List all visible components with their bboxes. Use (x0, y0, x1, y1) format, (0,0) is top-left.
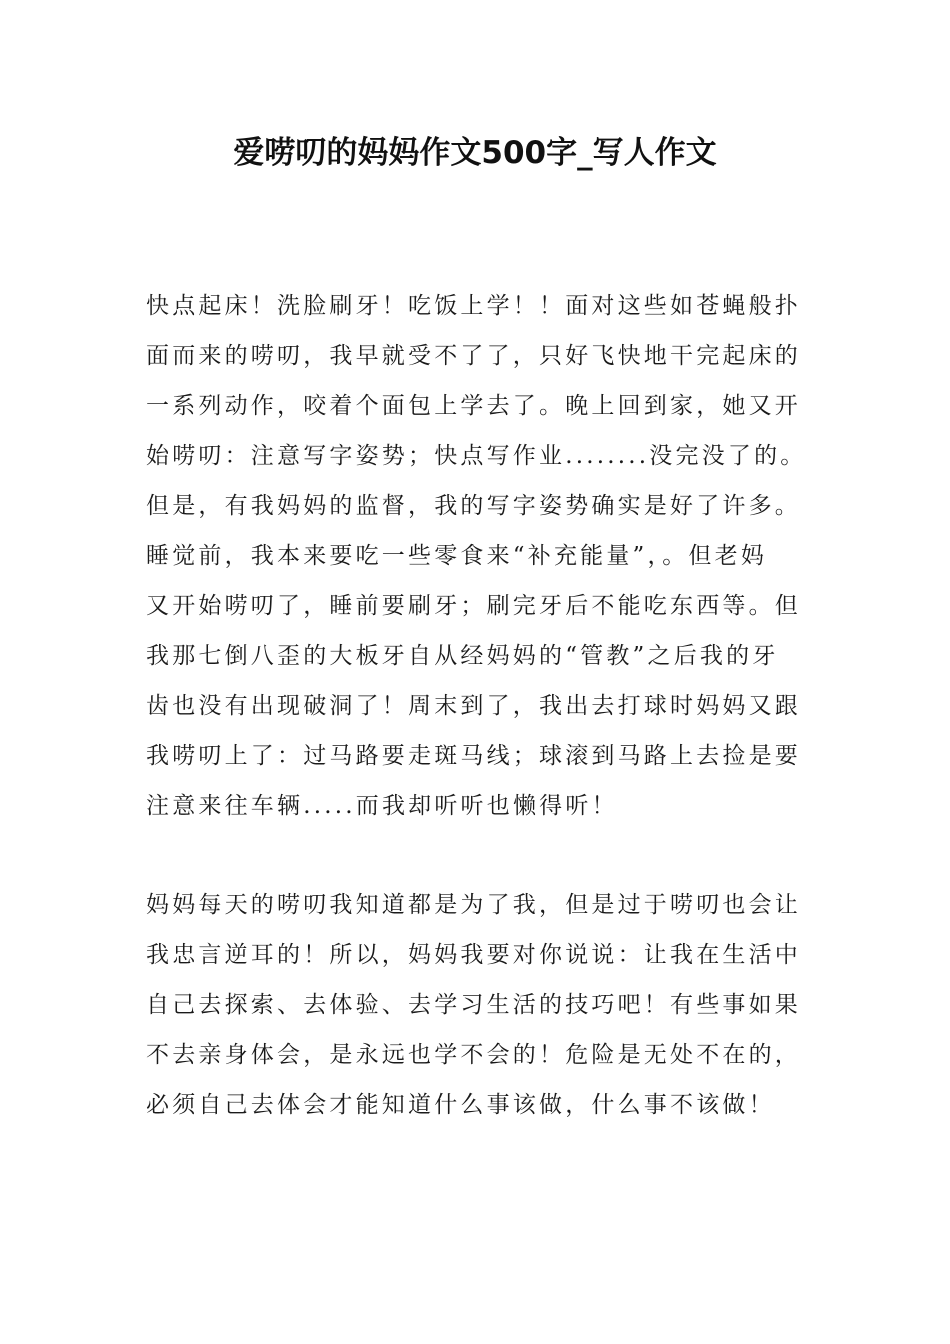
paragraph-2 (146, 880, 826, 1130)
paragraph-line: 一系列动作，咬着个面包上学去了。晚上回到家，她又开 (146, 393, 801, 419)
paragraph-line: 始唠叨：注意写字姿势；快点写作业........没完没了的。 (146, 443, 807, 469)
paragraph-line: 快点起床！洗脸刷牙！吃饭上学！！面对这些如苍蝇般扑 (146, 293, 801, 319)
paragraph-line: 我那七倒八歪的大板牙自从经妈妈的“管教”之后我的牙 (146, 643, 779, 669)
paragraph-line: 自己去探索、去体验、去学习生活的技巧吧！有些事如果 (146, 992, 801, 1018)
paragraph-line: 齿也没有出现破洞了！周末到了，我出去打球时妈妈又跟 (146, 693, 801, 719)
paragraph-line: 注意来往车辆.....而我却听听也懒得听！ (146, 793, 618, 819)
paragraph-line: 我唠叨上了：过马路要走斑马线；球滚到马路上去捡是要 (146, 743, 801, 769)
paragraph-line: 不去亲身体会，是永远也学不会的！危险是无处不在的， (146, 1042, 801, 1068)
paragraph-line: 妈妈每天的唠叨我知道都是为了我，但是过于唠叨也会让 (146, 892, 801, 918)
paragraph-line: 必须自己去体会才能知道什么事该做，什么事不该做！ (146, 1092, 775, 1118)
paragraph-line: 睡觉前，我本来要吃一些零食来“补充能量”，。但老妈 (146, 543, 768, 569)
paragraph-line: 我忠言逆耳的！所以，妈妈我要对你说说：让我在生活中 (146, 942, 801, 968)
paragraph-line: 但是，有我妈妈的监督，我的写字姿势确实是好了许多。 (146, 493, 801, 519)
paragraph-1 (146, 281, 826, 831)
document-title: 爱唠叨的妈妈作文500字_写人作文 (233, 135, 717, 171)
paragraph-line: 又开始唠叨了，睡前要刷牙；刷完牙后不能吃东西等。但 (146, 593, 801, 619)
paragraph-line: 面而来的唠叨，我早就受不了了，只好飞快地干完起床的 (146, 343, 801, 369)
